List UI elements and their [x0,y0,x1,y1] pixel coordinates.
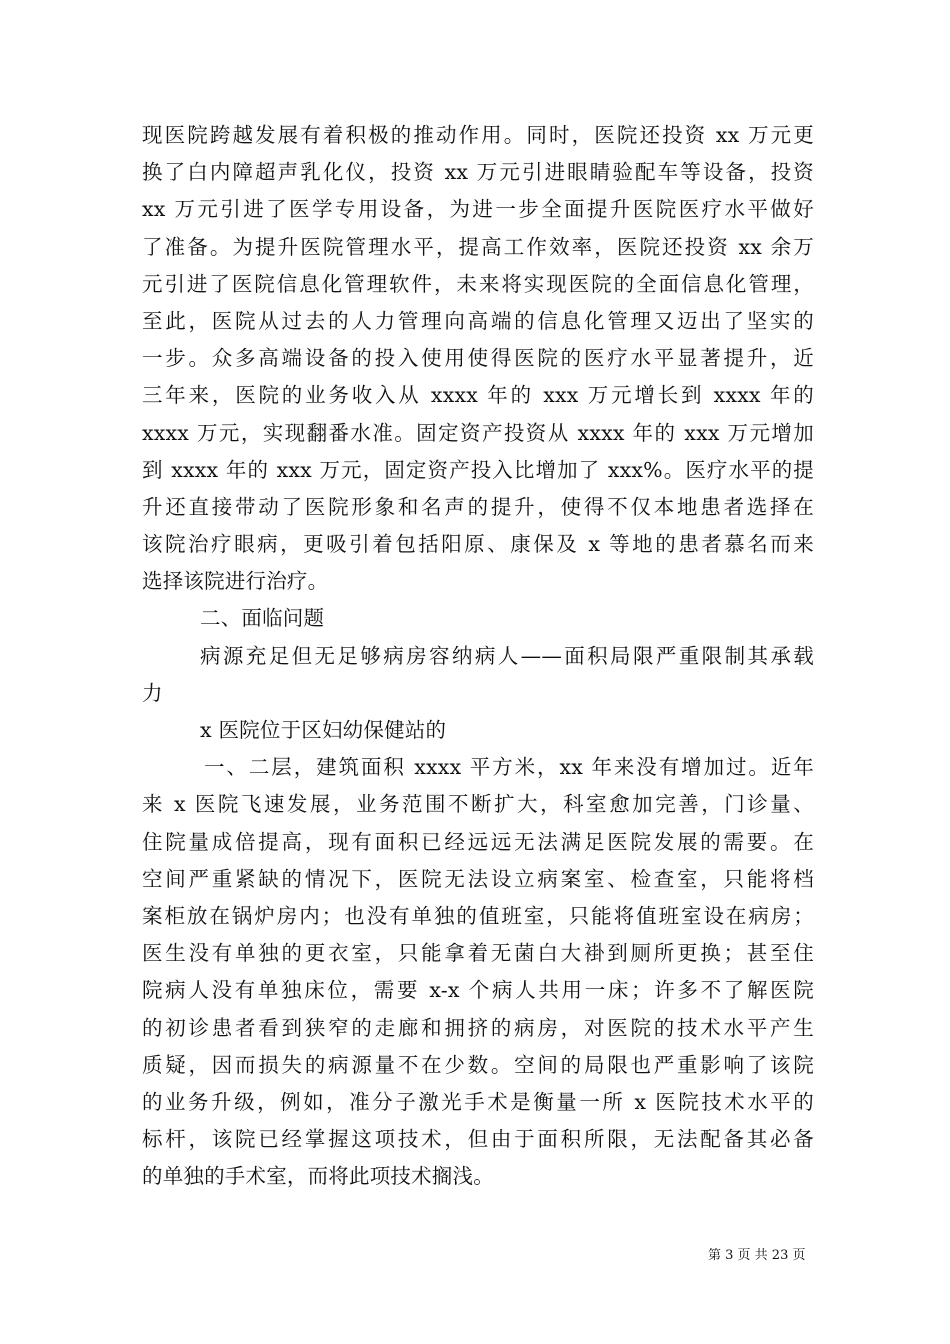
text-line: 空间严重紧缺的情况下，医院无法设立病案室、检查室，只能将档 [142,866,814,891]
text-line: 标杆，该院已经掌握这项技术，但由于面积所限，无法配备其必备 [142,1127,814,1152]
subheading-line: 病源充足但无足够病房容纳病人——面积局限严重限制其承载 [200,643,814,668]
text-line: 住院量成倍提高，现有面积已经远远无法满足医院发展的需要。在 [142,829,814,854]
text-line: 案柜放在锅炉房内；也没有单独的值班室，只能将值班室设在病房； [142,903,814,928]
page-number-footer: 第 3 页 共 23 页 [708,1248,806,1263]
text-line: 至此，医院从过去的人力管理向高端的信息化管理又迈出了坚实的 [142,308,814,333]
text-line: 升还直接带动了医院形象和名声的提升，使得不仅本地患者选择在 [142,494,814,519]
text-line: 来 x 医院飞速发展，业务范围不断扩大，科室愈加完善，门诊量、 [142,792,814,817]
text-line: 到 xxxx 年的 xxx 万元，固定资产投入比增加了 xxx%。医疗水平的提 [142,457,814,482]
text-line: 三年来，医院的业务收入从 xxxx 年的 xxx 万元增长到 xxxx 年的 [142,383,814,408]
text-line: 元引进了医院信息化管理软件，未来将实现医院的全面信息化管理， [142,271,814,296]
text-line: 该院治疗眼病，更吸引着包括阳原、康保及 x 等地的患者慕名而来 [142,532,814,557]
text-line: 选择该院进行治疗。 [142,569,329,594]
text-line: 质疑，因而损失的病源量不在少数。空间的局限也严重影响了该院 [142,1052,814,1077]
text-line: 院病人没有单独床位，需要 x-x 个病人共用一床；许多不了解医院 [142,978,814,1003]
text-line: x 医院位于区妇幼保健站的 [200,718,447,742]
text-line: 医生没有单独的更衣室，只能拿着无菌白大褂到厕所更换；甚至住 [142,941,814,966]
section-heading: 二、面临问题 [200,606,325,631]
text-line: 的业务升级，例如，准分子激光手术是衡量一所 x 医院技术水平的 [142,1089,814,1114]
subheading-line: 力 [142,680,163,705]
text-line: 换了白内障超声乳化仪，投资 xx 万元引进眼睛验配车等设备，投资 [142,160,814,185]
text-line: 了准备。为提升医院管理水平，提高工作效率，医院还投资 xx 余万 [142,234,814,259]
text-line: xx 万元引进了医学专用设备，为进一步全面提升医院医疗水平做好 [142,197,814,222]
document-body [142,117,814,1195]
text-line: 现医院跨越发展有着积极的推动作用。同时，医院还投资 xx 万元更 [142,123,814,147]
text-line: 的单独的手术室，而将此项技术搁浅。 [142,1164,494,1189]
text-line: 一步。众多高端设备的投入使用使得医院的医疗水平显著提升，近 [142,346,814,371]
text-line: 的初诊患者看到狭窄的走廊和拥挤的病房，对医院的技术水平产生 [142,1015,814,1040]
text-line: 一、二层，建筑面积 xxxx 平方米，xx 年来没有增加过。近年 [204,755,814,780]
text-line: xxxx 万元，实现翻番水准。固定资产投资从 xxxx 年的 xxx 万元增加 [142,420,814,445]
